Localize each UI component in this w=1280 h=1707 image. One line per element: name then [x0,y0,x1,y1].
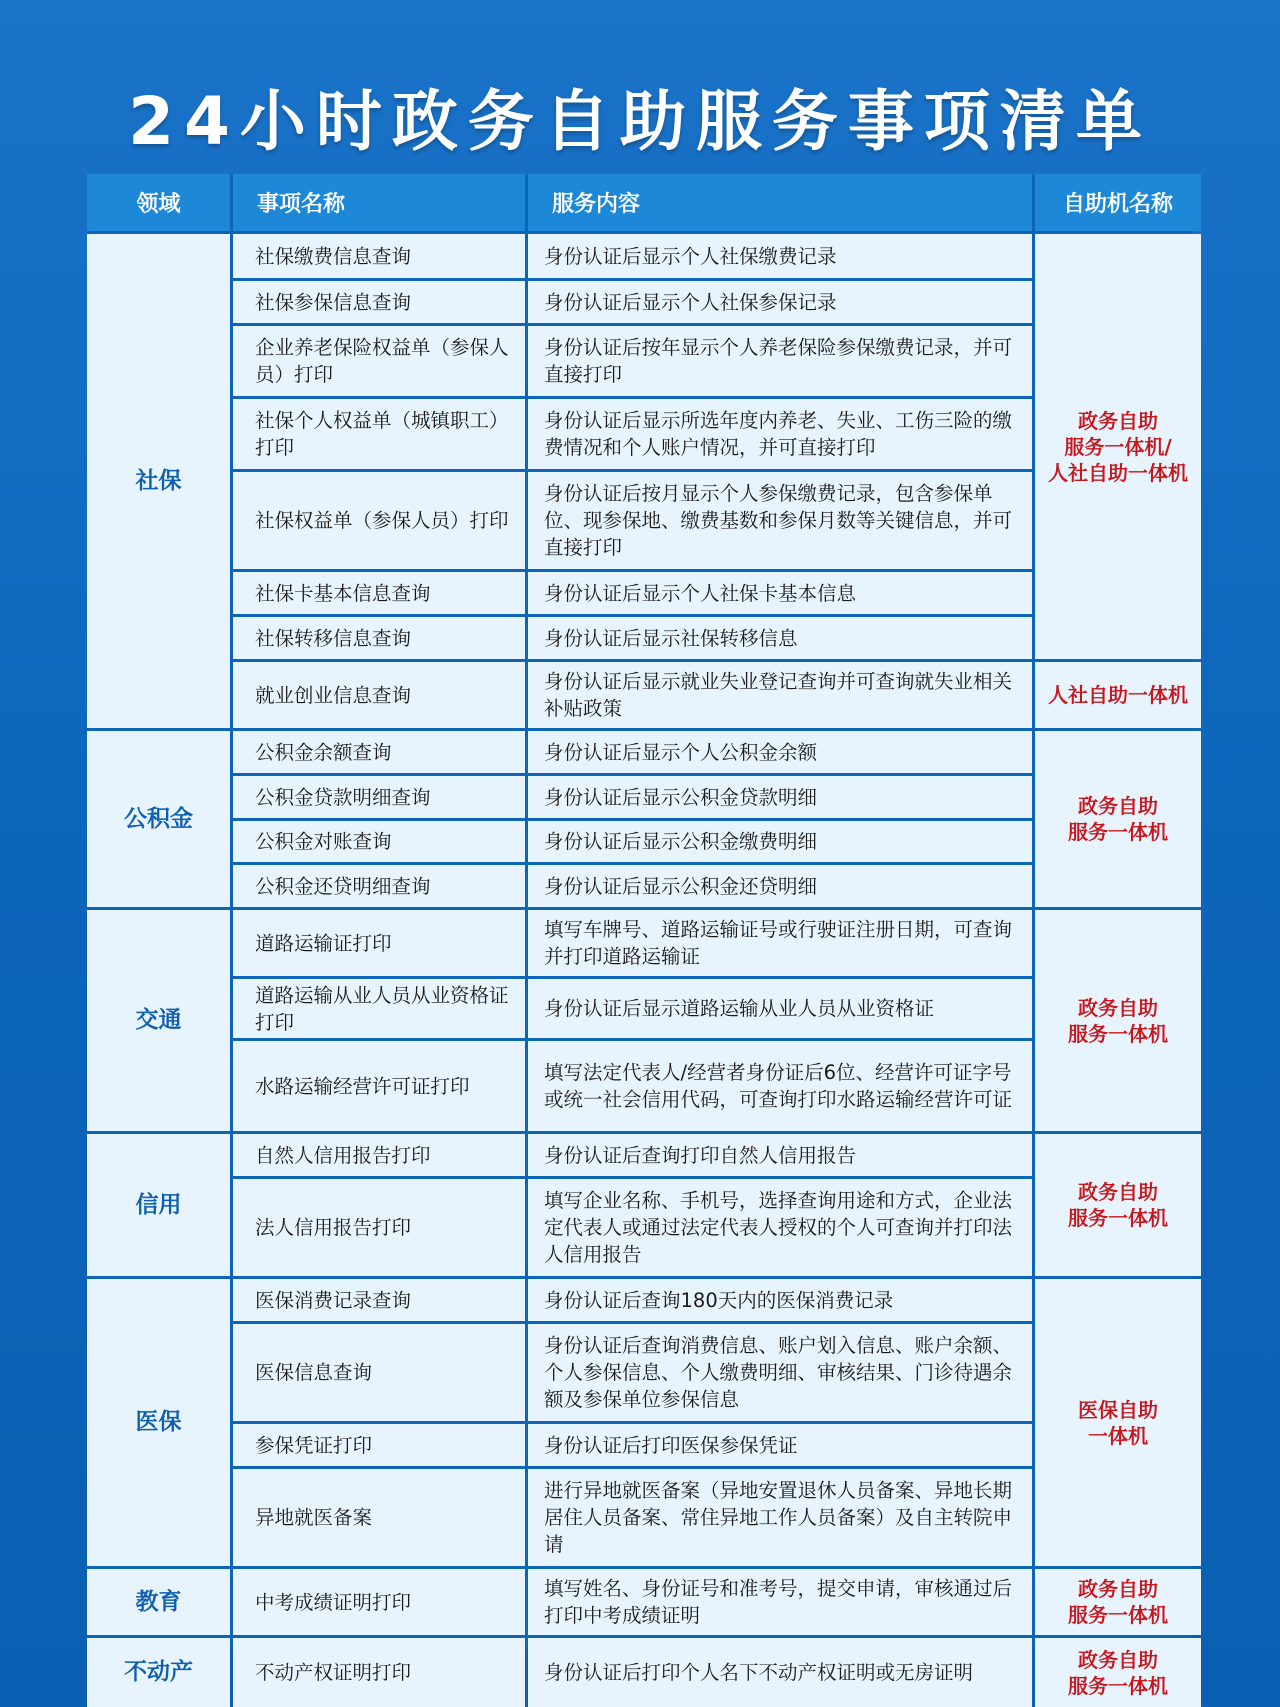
item-desc: 身份认证后显示个人社保卡基本信息 [528,572,1032,614]
item-desc: 身份认证后显示公积金缴费明细 [528,821,1032,862]
item-name: 医保消费记录查询 [233,1279,525,1321]
item-desc: 身份认证后按年显示个人养老保险参保缴费记录，并可直接打印 [528,326,1032,396]
item-desc: 身份认证后查询消费信息、账户划入信息、账户余额、个人参保信息、个人缴费明细、审核结果、门诊待遇余额及参保单位参保信息 [528,1324,1032,1421]
machine-name: 政务自助 服务一体机 [1035,1134,1201,1276]
item-desc: 填写企业名称、手机号，选择查询用途和方式，企业法定代表人或通过法定代表人授权的个人可查询并打印法人信用报告 [528,1179,1032,1276]
page-title: 24小时政务自助服务事项清单 [128,83,1152,160]
item-desc: 身份认证后显示个人社保缴费记录 [528,234,1032,278]
domain-transport: 交通 [87,910,230,1131]
domain-housing-fund: 公积金 [87,731,230,907]
machine-name: 政务自助 服务一体机/ 人社自助一体机 [1035,234,1201,659]
item-name: 中考成绩证明打印 [233,1569,525,1635]
item-name: 社保卡基本信息查询 [233,572,525,614]
header-item-name: 事项名称 [233,174,525,231]
header-machine-name: 自助机名称 [1035,174,1201,231]
item-desc: 填写车牌号、道路运输证号或行驶证注册日期，可查询并打印道路运输证 [528,910,1032,976]
item-desc: 填写法定代表人/经营者身份证后6位、经营许可证字号或统一社会信用代码，可查询打印水路运输经营许可证 [528,1041,1032,1131]
item-name: 就业创业信息查询 [233,662,525,728]
item-desc: 身份认证后查询打印自然人信用报告 [528,1134,1032,1176]
domain-real-estate: 不动产 [87,1638,230,1707]
item-desc: 身份认证后按月显示个人参保缴费记录，包含参保单位、现参保地、缴费基数和参保月数等关键信息，并可直接打印 [528,472,1032,569]
item-desc: 身份认证后显示就业失业登记查询并可查询就失业相关补贴政策 [528,662,1032,728]
item-name: 异地就医备案 [233,1469,525,1566]
item-desc: 身份认证后查询180天内的医保消费记录 [528,1279,1032,1321]
item-name: 自然人信用报告打印 [233,1134,525,1176]
item-desc: 身份认证后显示公积金还贷明细 [528,865,1032,907]
item-name: 道路运输证打印 [233,910,525,976]
machine-name: 政务自助 服务一体机 [1035,1569,1201,1635]
machine-name: 政务自助 服务一体机 [1035,910,1201,1131]
item-name: 社保个人权益单（城镇职工）打印 [233,399,525,469]
service-table [87,174,1192,1698]
item-name: 不动产权证明打印 [233,1638,525,1707]
item-name: 公积金对账查询 [233,821,525,862]
item-desc: 身份认证后打印医保参保凭证 [528,1424,1032,1466]
domain-education: 教育 [87,1569,230,1635]
item-name: 公积金还贷明细查询 [233,865,525,907]
domain-credit: 信用 [87,1134,230,1276]
item-desc: 身份认证后显示社保转移信息 [528,617,1032,659]
item-name: 社保缴费信息查询 [233,234,525,278]
domain-social-security: 社保 [87,234,230,728]
item-name: 法人信用报告打印 [233,1179,525,1276]
header-service-content: 服务内容 [528,174,1032,231]
item-name: 水路运输经营许可证打印 [233,1041,525,1131]
item-desc: 身份认证后显示所选年度内养老、失业、工伤三险的缴费情况和个人账户情况，并可直接打印 [528,399,1032,469]
item-name: 医保信息查询 [233,1324,525,1421]
item-name: 企业养老保险权益单（参保人员）打印 [233,326,525,396]
item-desc: 身份认证后显示个人社保参保记录 [528,281,1032,323]
machine-name: 人社自助一体机 [1035,662,1201,728]
item-desc: 填写姓名、身份证号和准考号，提交申请，审核通过后打印中考成绩证明 [528,1569,1032,1635]
item-name: 社保参保信息查询 [233,281,525,323]
item-name: 公积金贷款明细查询 [233,776,525,818]
item-desc: 身份认证后显示个人公积金余额 [528,731,1032,773]
header-domain: 领域 [87,174,230,231]
item-name: 道路运输从业人员从业资格证打印 [233,979,525,1038]
item-desc: 身份认证后显示公积金贷款明细 [528,776,1032,818]
domain-medical-insurance: 医保 [87,1279,230,1566]
item-name: 公积金余额查询 [233,731,525,773]
item-desc: 进行异地就医备案（异地安置退休人员备案、异地长期居住人员备案、常住异地工作人员备案）及自主转院申请 [528,1469,1032,1566]
item-name: 社保转移信息查询 [233,617,525,659]
item-desc: 身份认证后显示道路运输从业人员从业资格证 [528,979,1032,1038]
item-desc: 身份认证后打印个人名下不动产权证明或无房证明 [528,1638,1032,1707]
machine-name: 政务自助 服务一体机 [1035,1638,1201,1707]
machine-name: 医保自助 一体机 [1035,1279,1201,1566]
item-name: 社保权益单（参保人员）打印 [233,472,525,569]
machine-name: 政务自助 服务一体机 [1035,731,1201,907]
item-name: 参保凭证打印 [233,1424,525,1466]
